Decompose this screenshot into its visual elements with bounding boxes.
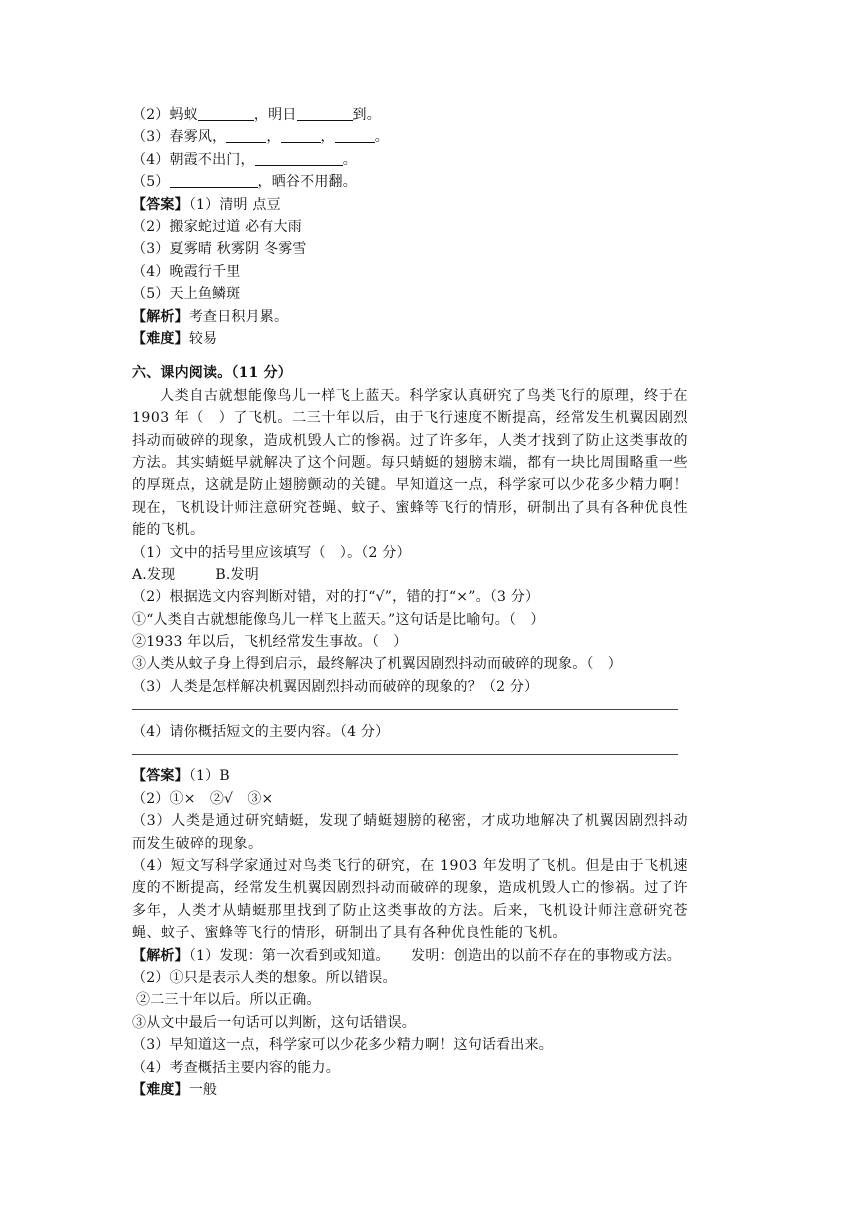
reading-difficulty [132, 1079, 688, 1101]
reading-q2-item-2: ②1933 年以后，飞机经常发生事故。（ ） [132, 634, 408, 651]
reading-analysis-line-1 [132, 945, 688, 967]
fill-question-4 [132, 149, 688, 171]
reading-answer-3: （3）人类是通过研究蜻蜓，发现了蜻蜓翅膀的秘密，才成功地解决了机翼因剧烈抖动而发生破碎的现象。 [132, 813, 688, 852]
reading-q1-options [132, 564, 688, 586]
fill-answer-4: （4）晚霞行千里 [132, 263, 241, 280]
answer-blank [297, 106, 353, 121]
fill-q2-text-c: 到。 [352, 107, 381, 123]
fill-q3-end: 。 [374, 129, 389, 146]
reading-analysis-3: ②二三十年以后。所以正确。 [136, 992, 321, 1009]
fill-answer-line-1 [132, 194, 688, 216]
answer-blank [255, 151, 343, 166]
reading-answer-label: 【答案】 [132, 768, 189, 785]
fill-q3-sep-1: ， [266, 129, 281, 146]
fill-question-2 [132, 104, 688, 126]
fill-q2-text-a: （2）蚂蚁 [132, 107, 198, 123]
fill-q4-end: 。 [342, 151, 357, 168]
fill-answer-label: 【答案】 [132, 196, 189, 213]
reading-analysis-2: （2）①只是表示人类的想象。所以错误。 [132, 970, 397, 987]
reading-analysis-label: 【解析】 [132, 947, 189, 964]
fill-analysis [132, 306, 688, 328]
fill-q5-text-b: ，晒谷不用翻。 [257, 174, 357, 191]
reading-question-2: （2）根据选文内容判断对错，对的打“√”，错的打“×”。（3 分） [132, 589, 540, 606]
reading-answer-2: （2）①× ②√ ③× [132, 790, 274, 807]
answer-blank [335, 128, 375, 143]
reading-q2-item-3: ③人类从蚊子身上得到启示，最终解决了机翼因剧烈抖动而破碎的现象。（ ） [132, 656, 622, 673]
fill-q2-text-b: ，明日 [253, 107, 297, 123]
fill-difficulty [132, 328, 688, 350]
answer-blank [198, 106, 254, 121]
fill-difficulty-text: 较易 [188, 330, 218, 347]
answer-line [132, 698, 688, 720]
answer-blank [226, 128, 266, 143]
fill-answer-5: （5）天上鱼鳞斑 [132, 286, 241, 303]
fill-answer-2: （2）搬家蛇过道 必有大雨 [132, 218, 302, 235]
fill-q4-text-a: （4）朝霞不出门， [132, 151, 255, 168]
section-gap [132, 350, 688, 362]
fill-q3-sep-2: ， [320, 129, 335, 146]
document-content [132, 104, 688, 1101]
fill-q3-text-a: （3）春雾风， [132, 129, 227, 146]
fill-difficulty-label: 【难度】 [132, 330, 189, 347]
fill-question-5 [132, 171, 688, 193]
fill-analysis-text: 考查日积月累。 [188, 308, 289, 325]
option-a: A.发现 [132, 566, 176, 583]
reading-answer-4: （4）短文写科学家通过对鸟类飞行的研究，在 1903 年发明了飞机。但是由于飞机速度的不断提高，经常发生机翼因剧烈抖动而破碎的现象，造成机毁人亡的惨祸。过了许多年，人类才从蜻蜓那里找到了防止这类事故的方法。后来，飞机设计师注意研究苍蝇、蚊子、蜜蜂等飞行的情形，研制出了具有各种优良性能的飞机。 [132, 858, 688, 942]
reading-analysis-6: （4）考查概括主要内容的能力。 [132, 1059, 340, 1076]
reading-answer-line-1 [132, 765, 688, 787]
reading-question-3: （3）人类是怎样解决机翼因剧烈抖动而破碎的现象的？（2 分） [132, 678, 539, 695]
reading-question-4: （4）请你概括短文的主要内容。（4 分） [132, 723, 390, 740]
answer-line [132, 743, 688, 765]
reading-difficulty-text: 一般 [188, 1082, 218, 1098]
reading-answer-1: （1）B [188, 768, 230, 785]
reading-analysis-1: （1）发现：第一次看到或知道。 发明：创造出的以前不存在的事物或方法。 [188, 947, 681, 964]
reading-analysis-5: （3）早知道这一点，科学家可以少花多少精力啊！这句话看出来。 [132, 1037, 553, 1054]
reading-q2-item-1: ①“人类自古就想能像鸟儿一样飞上蓝天。”这句话是比喻句。（ ） [132, 611, 545, 628]
fill-analysis-label: 【解析】 [132, 308, 189, 325]
reading-analysis-4: ③从文中最后一句话可以判断，这句话错误。 [132, 1014, 416, 1031]
fill-question-3 [132, 126, 688, 148]
answer-blank [170, 173, 258, 188]
answer-blank [281, 128, 321, 143]
fill-q5-text-a: （5） [132, 174, 170, 191]
section-heading: 六、课内阅读。（11 分） [132, 365, 292, 382]
fill-answer-1: （1）清明 点豆 [188, 196, 281, 213]
fill-answer-3: （3）夏雾晴 秋雾阴 冬雾雪 [132, 241, 307, 258]
reading-passage: 人类自古就想能像鸟儿一样飞上蓝天。科学家认真研究了鸟类飞行的原理，终于在 1903 年（ ）了飞机。二三十年以后，由于飞行速度不断提高，经常发生机翼因剧烈抖动而破碎的现象，造成机毁人亡的惨祸。过了许多年，人类才找到了防止这类事故的方法。其实蜻蜓早就解决了这个问题。每只蜻蜓的翅膀末端，都有一块比周围略重一些的厚斑点，这就是防止翅膀颤动的关键。早知道这一点，科学家可以少花多少精力啊！现在，飞机设计师注意研究苍蝇、蚊子、蜜蜂等飞行的情形，研制出了具有各种优良性能的飞机。 [132, 387, 688, 539]
reading-difficulty-label: 【难度】 [132, 1082, 189, 1098]
option-b: B.发明 [215, 566, 259, 583]
reading-question-1: （1）文中的括号里应该填写（ ）。（2 分） [132, 544, 411, 561]
